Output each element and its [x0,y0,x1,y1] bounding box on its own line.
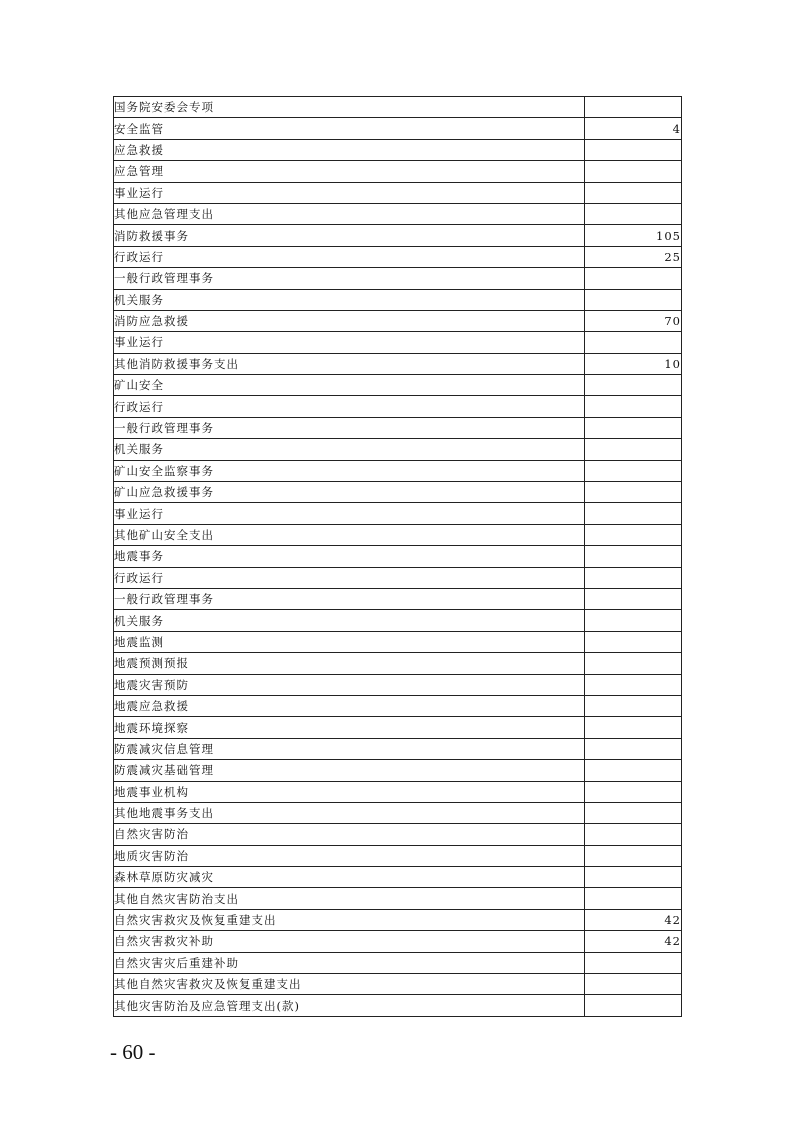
table-row [114,653,682,674]
row-item-name: 行政运行 [114,246,585,267]
table-row [114,760,682,781]
row-amount: 105 [585,225,682,246]
table-row [114,631,682,652]
row-amount [585,952,682,973]
row-amount: 42 [585,931,682,952]
row-amount [585,653,682,674]
row-amount: 25 [585,246,682,267]
table-row [114,995,682,1016]
table-row [114,203,682,224]
row-item-name: 地震灾害预防 [114,674,585,695]
row-item-name: 其他矿山安全支出 [114,524,585,545]
row-item-name: 矿山安全监察事务 [114,460,585,481]
row-amount [585,460,682,481]
row-amount [585,332,682,353]
row-amount [585,695,682,716]
table-row [114,738,682,759]
table-row [114,353,682,374]
row-item-name: 其他应急管理支出 [114,203,585,224]
row-item-name: 消防应急救援 [114,310,585,331]
table-row [114,482,682,503]
row-amount [585,161,682,182]
row-amount [585,182,682,203]
row-item-name: 自然灾害救灾补助 [114,931,585,952]
row-amount [585,439,682,460]
row-amount [585,139,682,160]
row-item-name: 一般行政管理事务 [114,588,585,609]
table-row [114,439,682,460]
table-body [114,97,682,1017]
row-item-name: 防震减灾信息管理 [114,738,585,759]
table-row [114,182,682,203]
row-amount [585,482,682,503]
table-row [114,974,682,995]
table-row [114,97,682,118]
row-item-name: 防震减灾基础管理 [114,760,585,781]
table-row [114,524,682,545]
row-item-name: 机关服务 [114,289,585,310]
row-amount [585,974,682,995]
row-amount [585,802,682,823]
table-row [114,695,682,716]
row-amount [585,674,682,695]
table-row [114,717,682,738]
row-amount [585,845,682,866]
row-amount [585,268,682,289]
row-item-name: 其他地震事务支出 [114,802,585,823]
row-item-name: 一般行政管理事务 [114,417,585,438]
row-item-name: 矿山应急救援事务 [114,482,585,503]
table-row [114,332,682,353]
table-row [114,225,682,246]
table-row [114,246,682,267]
row-amount [585,375,682,396]
table-row [114,931,682,952]
table-row [114,888,682,909]
row-amount [585,888,682,909]
table-row [114,674,682,695]
table-row [114,781,682,802]
row-item-name: 国务院安委会专项 [114,97,585,118]
row-amount [585,546,682,567]
row-amount [585,417,682,438]
row-amount [585,824,682,845]
row-item-name: 一般行政管理事务 [114,268,585,289]
table-row [114,460,682,481]
row-amount [585,97,682,118]
row-amount [585,396,682,417]
row-amount: 4 [585,118,682,139]
table-row [114,417,682,438]
table-row [114,845,682,866]
row-item-name: 地震事务 [114,546,585,567]
row-item-name: 地震预测预报 [114,653,585,674]
row-amount [585,995,682,1016]
table-row [114,588,682,609]
row-item-name: 地震监测 [114,631,585,652]
row-amount [585,203,682,224]
row-amount [585,867,682,888]
table-row [114,268,682,289]
table-row [114,310,682,331]
row-item-name: 机关服务 [114,439,585,460]
row-item-name: 行政运行 [114,567,585,588]
row-item-name: 地震事业机构 [114,781,585,802]
table-row [114,396,682,417]
row-item-name: 其他自然灾害防治支出 [114,888,585,909]
row-item-name: 事业运行 [114,332,585,353]
table-row [114,824,682,845]
row-amount: 10 [585,353,682,374]
row-item-name: 行政运行 [114,396,585,417]
row-item-name: 其他消防救援事务支出 [114,353,585,374]
row-item-name: 矿山安全 [114,375,585,396]
row-item-name: 安全监管 [114,118,585,139]
row-item-name: 地震应急救援 [114,695,585,716]
table-row [114,546,682,567]
row-item-name: 地震环境探察 [114,717,585,738]
row-item-name: 其他灾害防治及应急管理支出(款) [114,995,585,1016]
row-amount [585,760,682,781]
row-amount [585,588,682,609]
row-amount [585,717,682,738]
row-amount [585,610,682,631]
row-item-name: 森林草原防灾减灾 [114,867,585,888]
table-row [114,802,682,823]
row-amount [585,503,682,524]
row-item-name: 机关服务 [114,610,585,631]
row-amount [585,631,682,652]
row-item-name: 地质灾害防治 [114,845,585,866]
row-item-name: 自然灾害救灾及恢复重建支出 [114,909,585,930]
row-amount [585,524,682,545]
row-amount [585,289,682,310]
table-row [114,952,682,973]
expenditure-table [113,96,682,1017]
row-item-name: 消防救援事务 [114,225,585,246]
table-row [114,503,682,524]
table-row [114,567,682,588]
row-amount: 70 [585,310,682,331]
row-item-name: 自然灾害灾后重建补助 [114,952,585,973]
row-item-name: 事业运行 [114,503,585,524]
row-item-name: 应急救援 [114,139,585,160]
row-item-name: 应急管理 [114,161,585,182]
table-row [114,139,682,160]
table-row [114,375,682,396]
row-amount [585,738,682,759]
table-row [114,867,682,888]
row-item-name: 自然灾害防治 [114,824,585,845]
row-amount [585,781,682,802]
row-amount: 42 [585,909,682,930]
row-item-name: 事业运行 [114,182,585,203]
table-row [114,610,682,631]
table-row [114,289,682,310]
table-row [114,118,682,139]
page-number: - 60 - [110,1040,156,1064]
row-item-name: 其他自然灾害救灾及恢复重建支出 [114,974,585,995]
table-row [114,161,682,182]
table-row [114,909,682,930]
row-amount [585,567,682,588]
